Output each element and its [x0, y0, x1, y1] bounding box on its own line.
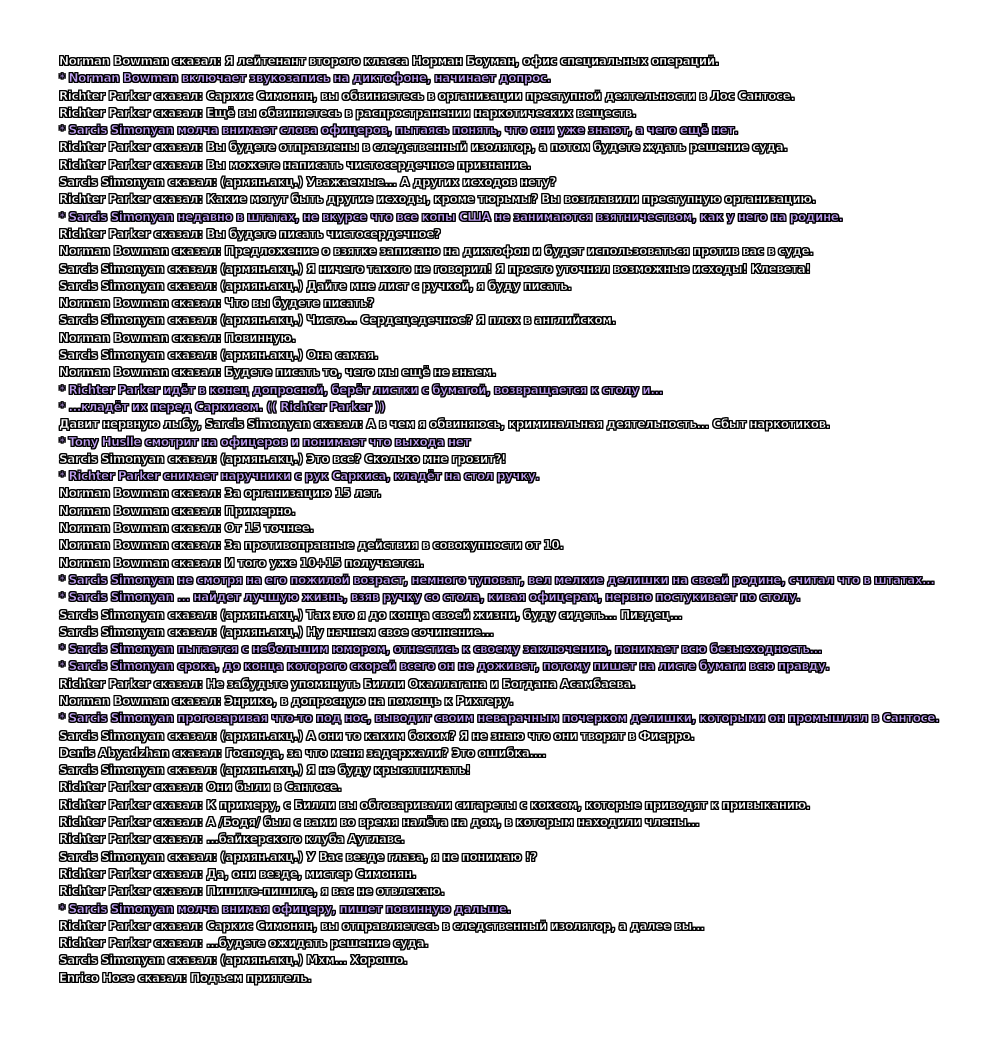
chat-message-line: Sarcis Simonyan сказал: (армян.акц.) Так это я до конца своей жизни, буду сидеть... Пиздец... [59, 607, 682, 622]
chat-action-line: * Norman Bowman включает звукозапись на диктофоне, начинает допрос. [59, 71, 551, 86]
chat-action-line: * Sarcis Simonyan ... найдет лучшую жизнь, взяв ручку со стола, кивая офицерам, нервно постукивает по столу. [59, 590, 801, 605]
chat-message-line: Richter Parker сказал: К примеру, с Билли вы обговаривали сигареты с коксом, которые приводят к привыканию. [59, 797, 810, 812]
chat-message-line: Enrico Hose сказал: Подъем приятель. [59, 970, 312, 985]
chat-action-line: * Richter Parker снимает наручники с рук Саркиса, кладёт на стол ручку. [59, 469, 540, 484]
chat-action-line: * Sarcis Simonyan молча внимает слова офицеров, пытаясь понять, что они уже знают, а чего ещё нет. [59, 123, 738, 138]
chat-message-line: Sarcis Simonyan сказал: (армян.акц.) Это все? Сколько мне грозит?! [59, 451, 506, 466]
chat-action-line: * ...кладёт их перед Саркисом. (( Richter Parker )) [59, 399, 385, 414]
chat-message-line: Richter Parker сказал: ...будете ожидать решение суда. [59, 936, 429, 951]
chat-message-line: Norman Bowman сказал: Повинную. [59, 330, 296, 345]
chat-message-line: Norman Bowman сказал: И того уже 10+15 получается. [59, 555, 424, 570]
chat-message-line: Norman Bowman сказал: За организацию 15 лет. [59, 486, 381, 501]
chat-message-line: Sarcis Simonyan сказал: (армян.акц.) Ну начнем свое сочинение... [59, 624, 494, 639]
chat-action-line: * Sarcis Simonyan не смотря на его пожилой возраст, немного туповат, вел мелкие делишки на своей родине, считал что в штатах... [59, 572, 935, 587]
chat-message-line: Sarcis Simonyan сказал: (армян.акц.) Она самая. [59, 348, 378, 363]
chat-message-line: Norman Bowman сказал: Я лейтенант второго класса Норман Боуман, офис специальных операций. [59, 54, 719, 68]
chat-message-line: Sarcis Simonyan сказал: (армян.акц.) Чисто... Сердецедечное? Я плох в английском. [59, 313, 616, 328]
chat-log [59, 53, 999, 987]
chat-message-line: Norman Bowman сказал: От 15 точнее. [59, 521, 314, 536]
chat-action-line: * Sarcis Simonyan срока, до конца которого скорей всего он не доживет, потому пишет на листе бумаги всю правду. [59, 659, 830, 674]
chat-message-line: Давит нервную лыбу, Sarcis Simonyan сказал: А в чем я обвиняюсь, криминальная деятельность... Сбыт наркотиков. [59, 417, 830, 432]
chat-message-line: Sarcis Simonyan сказал: (армян.акц.) Уважаемые... А других исходов нету? [59, 175, 556, 190]
chat-message-line: Richter Parker сказал: ...байкерского клуба Аутлавс. [59, 832, 405, 847]
chat-message-line: Norman Bowman сказал: Предложение о взятке записано на диктофон и будет использоваться против вас в суде. [59, 244, 814, 259]
chat-message-line: Richter Parker сказал: Ещё вы обвиняетесь в распространении наркотических веществ. [59, 105, 637, 120]
chat-action-line: * Sarcis Simonyan проговаривая что-то под нос, выводит своим неварачным почерком делишки, которыми он промышлял в Сантосе. [59, 711, 940, 726]
chat-action-line: * Sarcis Simonyan молча внимая офицеру, пишет повинную дальше. [59, 901, 511, 916]
chat-message-line: Richter Parker сказал: Пишите-пишите, я вас не отвлекаю. [59, 884, 445, 899]
chat-action-line: * Tony Huslle смотрит на офицеров и понимает что выхода нет [59, 434, 470, 449]
chat-message-line: Sarcis Simonyan сказал: (армян.акц.) Дайте мне лист с ручкой, я буду писать. [59, 278, 572, 293]
chat-message-line: Richter Parker сказал: Саркис Симонян, вы отправляетесь в следственный изолятор, а далее вы... [59, 918, 705, 933]
chat-message-line: Richter Parker сказал: Не забудьте упомянуть Билли Окаллагана и Богдана Асамбаева. [59, 676, 636, 691]
chat-action-line: * Richter Parker идёт в конец допросной, берёт листки с бумагой, возвращается к столу и... [59, 382, 663, 397]
chat-message-line: Denis Abyadzhan сказал: Господа, за что меня задержали? Это ошибка.... [59, 745, 546, 760]
chat-message-line: Sarcis Simonyan сказал: (армян.акц.) У Вас везде глаза, я не понимаю !? [59, 849, 537, 864]
chat-message-line: Richter Parker сказал: Да, они везде, мистер Симонян. [59, 866, 416, 881]
chat-message-line: Sarcis Simonyan сказал: (армян.акц.) А они то каким боком? Я не знаю что они творят в Фиерро. [59, 728, 695, 743]
chat-message-line: Sarcis Simonyan сказал: (армян.акц.) Я ничего такого не говорил! Я просто уточнял возможные исходы! Клевета! [59, 261, 811, 276]
chat-action-line: * Sarcis Simonyan недавно в штатах, не вкурсе что все копы США не занимаются взятничеством, как у него на родине. [59, 209, 843, 224]
chat-message-line: Richter Parker сказал: Вы будете писать чистосердечное? [59, 226, 441, 241]
chat-message-line: Norman Bowman сказал: Примерно. [59, 503, 296, 518]
chat-message-line: Richter Parker сказал: Они были в Сантосе. [59, 780, 342, 795]
chat-message-line: Norman Bowman сказал: Что вы будете писать? [59, 296, 374, 311]
chat-action-line: * Sarcis Simonyan пытается с небольшим юмором, отнестись к своему заключению, понимает всю безысходность... [59, 642, 822, 657]
chat-message-line: Richter Parker сказал: Какие могут быть другие исходы, кроме тюрьмы? Вы возглавили преступную организацию. [59, 192, 816, 207]
chat-message-line: Richter Parker сказал: Саркис Симонян, вы обвиняетесь в организации преступной деятельности в Лос Сантосе. [59, 88, 795, 103]
chat-message-line: Richter Parker сказал: Вы можете написать чистосердечное признание. [59, 157, 531, 172]
chat-message-line: Norman Bowman сказал: За противоправные действия в совокупности от 10. [59, 538, 564, 553]
chat-message-line: Norman Bowman сказал: Энрико, в допросную на помощь к Рихтеру. [59, 693, 514, 708]
chat-message-line: Richter Parker сказал: Вы будете отправлены в следственный изолятор, а потом будете ждать решение суда. [59, 140, 788, 155]
chat-message-line: Sarcis Simonyan сказал: (армян.акц.) Я не буду крысятничать! [59, 763, 471, 778]
chat-message-line: Norman Bowman сказал: Будете писать то, чего мы ещё не знаем. [59, 365, 496, 380]
chat-message-line: Sarcis Simonyan сказал: (армян.акц.) Мхм... Хорошо. [59, 953, 408, 968]
chat-message-line: Richter Parker сказал: А /Бодя/ был с вами во время налёта на дом, в которым находили члены... [59, 815, 700, 830]
